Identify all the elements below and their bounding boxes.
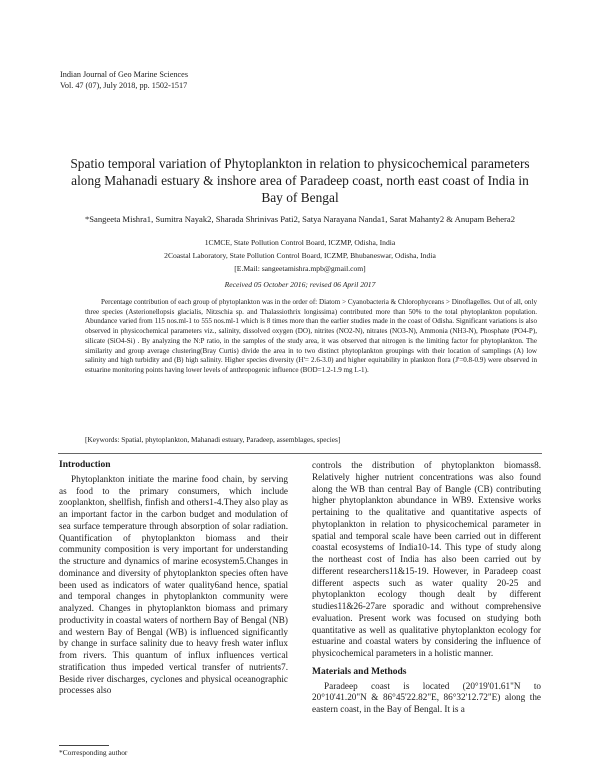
keywords: [Keywords: Spatial, phytoplankton, Mahanadi estuary, Paradeep, assemblages, species] bbox=[85, 435, 341, 444]
footnote-divider bbox=[59, 745, 109, 746]
affiliation-1: 1CMCE, State Pollution Control Board, ICZMP, Odisha, India bbox=[204, 238, 396, 247]
introduction-paragraph-left: Phytoplankton initiate the marine food chain, by serving as food to the primary consumers, which include zooplankton, shellfish, finfish and others1-4.They also play as an important factor in the carbon budget and modulation of sea surface temperature through absorption of solar radiation. Quantification of phytoplankton biomass and their community composition is very important for understanding the structure and dynamics of marine ecosystem5.Changes in dominance and diversity of phytoplankton species often have been used as indicators of water quality6and hence, spatial and temporal changes in phytoplankton community were analyzed. Changes in phytoplankton biomass and primary productivity in coastal waters of northern Bay of Bengal (NB) and western Bay of Bengal (WB) is influenced significantly by change in surface salinity due to heavy fresh water influx from rivers. This quantum of influx influences vertical stratification thus impeded vertical transfer of nutrients7. Beside river discharges, cyclones and physical oceanographic processes also bbox=[59, 473, 288, 696]
introduction-heading: Introduction bbox=[59, 460, 111, 470]
author-email: [E.Mail: sangeetamishra.mpb@gmail.com] bbox=[234, 264, 366, 273]
abstract: Percentage contribution of each group of phytoplankton was in the order of: Diatom > Cyanobacteria & Chlorophyceans > Dinoflagelles. Out of all, only three species (Asterionellopsis glacialis, Nitzschia sp. and Thalassiothrix longissima) contributed more than 50% to the total phytoplankton population. Abundance varied from 115 nos.ml-1 to 555 nos.ml-1 which is 8 times more than the earlier studies made in the coast of Odisha. Significant variations is also observed in physicochemical parameters viz., salinity, dissolved oxygen (DO), nitrites (NO2-N), nitrates (NO3-N), Ammonia (NH3-N), Phosphate (PO4-P), silicate (SiO4-Si) . By analyzing the N:P ratio, in the samples of the study area, it was observed that nitrogen is the limiting factor for phytoplankton. The similarity and group average clustering(Bray Curtis) divide the area in to two distinct phytoplankton groupings with their location of samplings (A) low salinity and high turbidity and (B) high salinity. Higher species diversity (H'= 2.6-3.0) and higher equitability in plankton flora (J'=0.8-0.9) were observed in estuarine monitoring points having lower levels of anthropogenic influence (BOD=1.2-1.9 mg L-1). bbox=[85, 298, 537, 374]
methods-paragraph: Paradeep coast is located (20°19'01.61"N to 20°10'41.20"N & 86°45'22.82"E, 86°32'12.72"E) along the eastern coast, in the Bay of Bengal. It is a bbox=[312, 680, 541, 714]
affiliation-2: 2Coastal Laboratory, State Pollution Control Board, ICZMP, Bhubaneswar, Odisha, India bbox=[164, 251, 436, 260]
paper-title: Spatio temporal variation of Phytoplankton in relation to physicochemical parameters along Mahanadi estuary & inshore area of Paradeep coast, north east coast of India in Bay of Bengal bbox=[70, 156, 530, 205]
corresponding-author-footnote: *Corresponding author bbox=[59, 748, 128, 757]
introduction-paragraph-right: controls the distribution of phytoplankton biomass8. Relatively higher nutrient concentrations was also found along the WB than central Bay of Bangle (CB) contributing higher phytoplankton abundance in WB9. Extensive works pertaining to the qualitative and quantitative aspects of phytoplankton in relation to physicochemical parameter in spatial and temporal scale have been carried out in different coastal ecosystems of India10-14. This type of study along the northeast cost of India has also been carried out by different researchers11&15-19. However, in Paradeep coast different aspects such as water quality 20-25 and phytoplankton ecology though dealt by different studies11&26-27are sporadic and without comprehensive evaluation. Present work was focused on studying both quantitative as well as qualitative phytoplankton ecology for estuarine and coastal waters by considering the influence of physicochemical parameters in a holistic manner. bbox=[312, 460, 541, 658]
right-column bbox=[312, 460, 541, 716]
received-dates: Received 05 October 2016; revised 06 April 2017 bbox=[224, 280, 376, 289]
left-column bbox=[59, 460, 288, 697]
methods-heading: Materials and Methods bbox=[312, 666, 407, 677]
journal-volume: Vol. 47 (07), July 2018, pp. 1502-1517 bbox=[60, 81, 188, 90]
journal-header bbox=[60, 69, 188, 91]
author-list: *Sangeeta Mishra1, Sumitra Nayak2, Sharada Shrinivas Pati2, Satya Narayana Nanda1, Sarat Mahanty2 & Anupam Behera2 bbox=[84, 214, 516, 224]
section-divider bbox=[58, 453, 542, 454]
journal-name: Indian Journal of Geo Marine Sciences bbox=[60, 70, 189, 79]
